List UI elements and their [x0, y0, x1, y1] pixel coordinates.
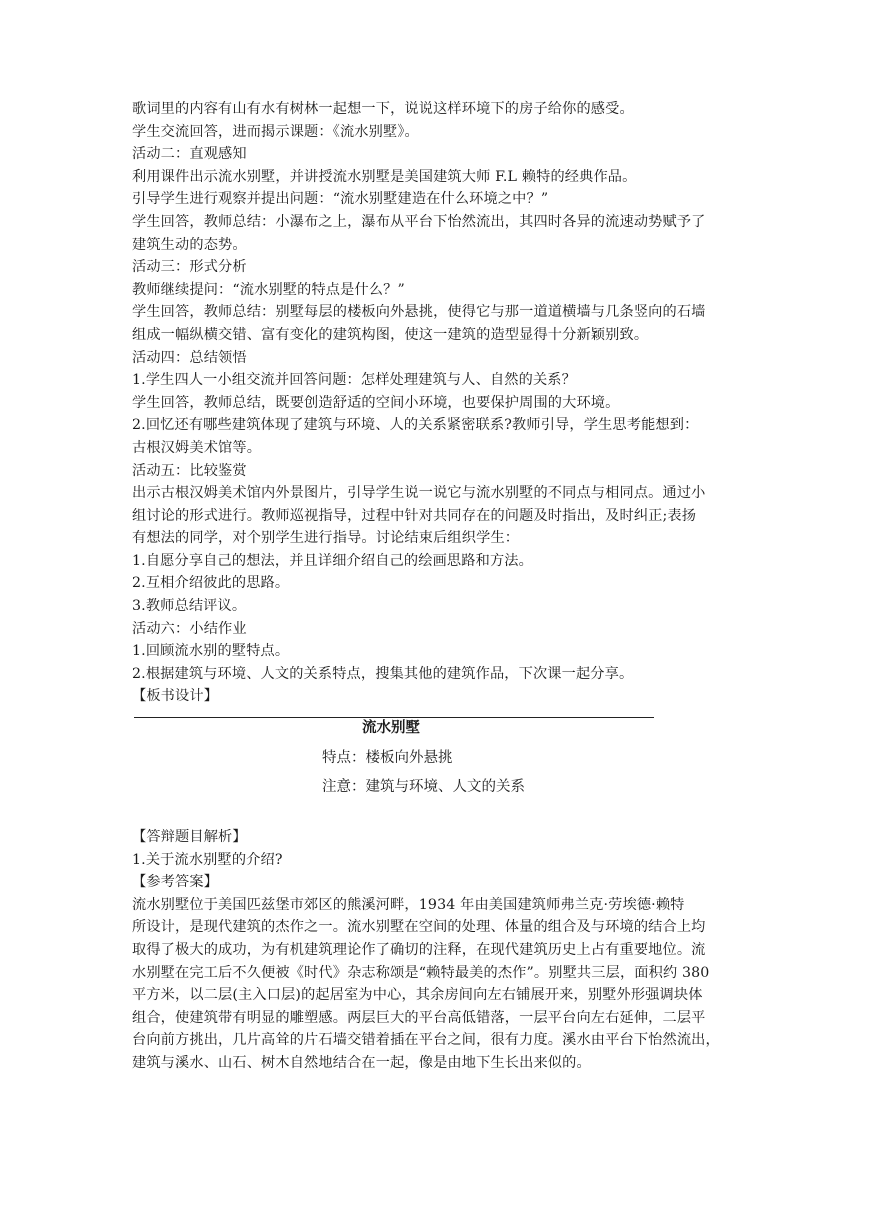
text-line: 组成一幅纵横交错、富有变化的建筑构图，使这一建筑的造型显得十分新颖别致。 [132, 326, 649, 343]
board-note-line: 注意：建筑与环境、人文的关系 [322, 779, 525, 796]
text-line: 出示古根汉姆美术馆内外景图片，引导学生说一说它与流水别墅的不同点与相同点。通过小 [132, 485, 706, 502]
answer-line: 所设计，是现代建筑的杰作之一。流水别墅在空间的处理、体量的组合及与环境的结合上均 [132, 919, 706, 936]
text-line: 建筑生动的态势。 [132, 236, 247, 253]
text-line: 1.自愿分享自己的想法，并且详细介绍自己的绘画思路和方法。 [132, 552, 533, 569]
answer-line: 取得了极大的成功，为有机建筑理论作了确切的注释，在现代建筑历史上占有重要地位。流 [132, 942, 706, 958]
text-line: 2.互相介绍彼此的思路。 [132, 575, 290, 592]
text-line: 利用课件出示流水别墅，并讲授流水别墅是美国建筑大师 F.L 赖特的经典作品。 [132, 168, 637, 185]
activity-heading: 活动三：形式分析 [132, 259, 247, 276]
text-line: 组讨论的形式进行。教师巡视指导，过程中针对共同存在的问题及时指出，及时纠正;表扬 [132, 507, 697, 524]
text-line: 学生回答，教师总结：别墅每层的楼板向外悬挑，使得它与那一道道横墙与几条竖向的石墙 [132, 304, 706, 321]
text-line: 歌词里的内容有山有水有树林一起想一下，说说这样环境下的房子给你的感受。 [132, 101, 634, 117]
text-line: 学生回答，教师总结：小瀑布之上，瀑布从平台下怡然流出，其四时各异的流速动势赋予了 [132, 213, 706, 230]
answer-line: 建筑与溪水、山石、树木自然地结合在一起，像是由地下生长出来似的。 [132, 1054, 591, 1071]
text-line: 教师继续提问：“流水别墅的特点是什么？” [132, 281, 405, 298]
section-heading: 【板书设计】 [132, 688, 219, 705]
text-line: 2.根据建筑与环境、人文的关系特点，搜集其他的建筑作品，下次课一起分享。 [132, 665, 634, 682]
answer-section [132, 826, 732, 1075]
answer-line: 水别墅在完工后不久便被《时代》杂志称颂是“赖特最美的杰作”。别墅共三层，面积约 380 [132, 964, 710, 981]
answer-line: 台向前方挑出，几片高耸的片石墙交错着插在平台之间，很有力度。溪水由平台下怡然流出， [132, 1032, 720, 1049]
text-line: 有想法的同学，对个别学生进行指导。讨论结束后组织学生： [132, 530, 520, 547]
answer-line: 流水别墅位于美国匹兹堡市郊区的熊溪河畔，1934 年由美国建筑师弗兰克·劳埃德·赖特 [132, 896, 685, 913]
text-line: 1.学生四人一小组交流并回答问题：怎样处理建筑与人、自然的关系？ [132, 372, 576, 389]
activity-heading: 活动二：直观感知 [132, 146, 247, 163]
text-line: 3.教师总结评议。 [132, 598, 247, 615]
text-line: 引导学生进行观察并提出问题：“流水别墅建造在什么环境之中？” [132, 191, 549, 208]
text-line: 学生回答，教师总结，既要创造舒适的空间小环境，也要保护周围的大环境。 [132, 394, 620, 411]
text-line: 1.回顾流水别的墅特点。 [132, 643, 290, 660]
activity-heading: 活动六：小结作业 [132, 620, 247, 637]
text-line: 学生交流回答，进而揭示课题：《流水别墅》。 [132, 123, 419, 140]
answer-line: 平方米，以二层(主入口层)的起居室为中心，其余房间向左右铺展开来，别墅外形强调块体 [132, 987, 703, 1004]
text-line: 2.回忆还有哪些建筑体现了建筑与环境、人的关系紧密联系?教师引导，学生思考能想到： [132, 417, 699, 434]
activity-heading: 活动四：总结领悟 [132, 349, 247, 366]
section-heading: 【答辩题目解析】 [132, 829, 247, 846]
board-feature-line: 特点：楼板向外悬挑 [322, 750, 453, 767]
section-heading: 【参考答案】 [132, 874, 219, 891]
activity-heading: 活动五：比较鉴赏 [132, 462, 247, 479]
answer-line: 组合，使建筑带有明显的雕塑感。两层巨大的平台高低错落，一层平台向左右延伸，二层平 [132, 1009, 706, 1026]
board-title: 流水别墅 [362, 720, 420, 737]
document-page [132, 98, 732, 1075]
lesson-body [132, 98, 732, 708]
board-design [132, 708, 732, 826]
question-line: 1.关于流水别墅的介绍? [132, 851, 283, 868]
text-line: 古根汉姆美术馆等。 [132, 439, 262, 456]
